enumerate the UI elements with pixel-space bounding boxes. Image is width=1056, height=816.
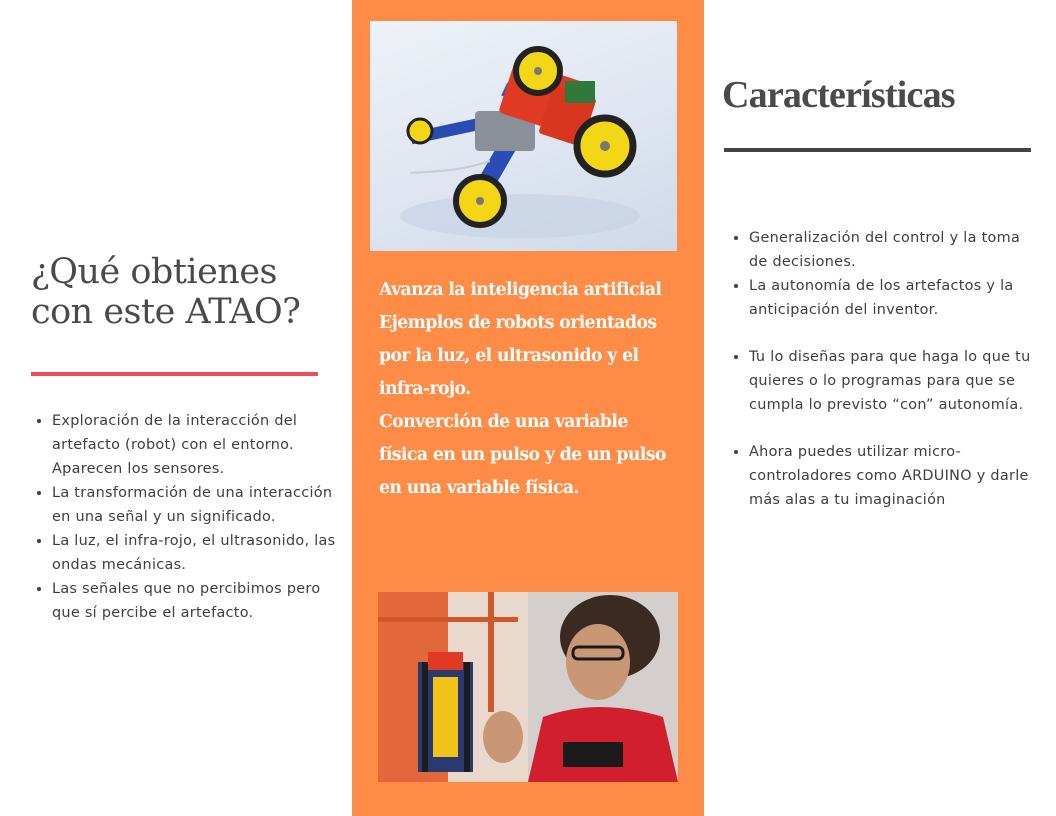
list-item: • La luz, el infra-rojo, el ultrasonido, las ondas mecánicas. [52, 529, 342, 577]
middle-paragraph: Avanza la inteligencia artificial [379, 280, 662, 300]
left-bullet-list [32, 409, 342, 625]
list-item: • Generalización del control y la toma de decisiones. [749, 226, 1039, 274]
list-item: • La autonomía de los artefactos y la anticipación del inventor. [749, 274, 1039, 322]
middle-paragraph: Converción de una variable física en un pulso y de un pulso en una variable física. [379, 412, 666, 498]
middle-paragraph: Ejemplos de robots orientados por la luz, el ultrasonido y el infra-rojo. [379, 313, 657, 399]
left-heading-divider [31, 372, 318, 376]
left-heading: ¿Qué obtienes con este ATAO? [31, 252, 301, 332]
right-bullet-list [729, 226, 1039, 512]
right-heading: Características [722, 74, 955, 116]
right-panel [704, 0, 1056, 816]
list-item: • Ahora puedes utilizar micro-controladores como ARDUINO y darle más alas a tu imaginación [749, 440, 1039, 512]
right-heading-divider [724, 148, 1031, 152]
robot-illustration [370, 21, 677, 251]
list-item: • Tu lo diseñas para que haga lo que tu quieres o lo programas para que se cumpla lo previsto “con” autonomía. [749, 345, 1039, 417]
kid-with-robot-photo [378, 592, 678, 782]
middle-panel [352, 0, 704, 816]
kid-illustration [378, 592, 678, 782]
middle-text-block [379, 274, 679, 505]
left-panel [0, 0, 352, 816]
list-item: • Exploración de la interacción del artefacto (robot) con el entorno. Aparecen los sensores. [52, 409, 342, 481]
list-item: • La transformación de una interacción en una señal y un significado. [52, 481, 342, 529]
list-item: • Las señales que no percibimos pero que sí percibe el artefacto. [52, 577, 342, 625]
robot-photo [370, 21, 677, 251]
